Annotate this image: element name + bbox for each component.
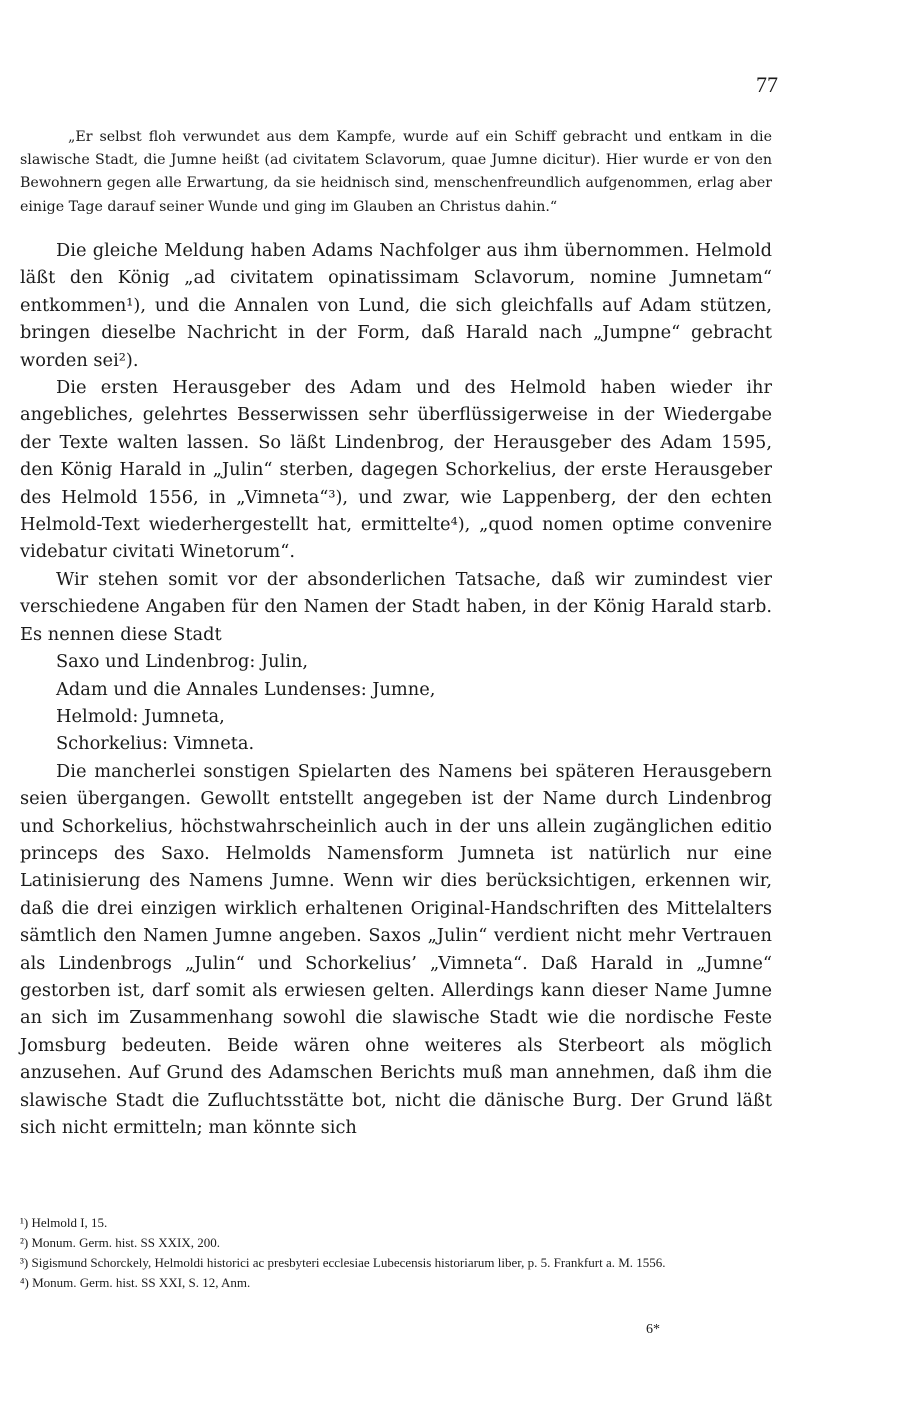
- quote-paragraph: „Er selbst floh verwundet aus dem Kampfe, wurde auf ein Schiff gebracht und entkam in die slawische Stadt, die Jumne heißt (ad civitatem Sclavorum, quae Jumne dicitur). Hier wurde er von den Bewohnern gegen alle Erwartung, da sie heidnisch sind, menschenfreundlich aufgenommen, erlag aber einige Tage darauf seiner Wunde und ging im Glauben an Christus dahin.“: [20, 129, 772, 215]
- footnote-1: ¹) Helmold I, 15.: [20, 1215, 108, 1230]
- footnote-3: ³) Sigismund Schorckely, Helmoldi historici ac presbyteri ecclesiae Lubecensis historiarum liber, p. 5. Frankfurt a. M. 1556.: [20, 1255, 666, 1270]
- name-list-item-4: Schorkelius: Vimneta.: [56, 733, 255, 755]
- name-list-item-2: Adam und die Annales Lundenses: Jumne,: [56, 678, 436, 700]
- paragraph-4: Die mancherlei sonstigen Spielarten des Namens bei späteren Herausgebern seien übergangen. Gewollt entstellt angegeben ist der Name durch Lindenbrog und Schorkelius, höchstwahrscheinlich auch in der uns allein zugänglichen editio princeps des Saxo. Helmolds Namensform Jumneta ist natürlich nur eine Latinisierung des Namens Jumne. Wenn wir dies berücksichtigen, erkennen wir, daß die drei einzigen wirklich erhaltenen Original-Handschriften des Mittelalters sämtlich den Namen Jumne angeben. Saxos „Julin“ verdient nicht mehr Vertrauen als Lindenbrogs „Julin“ und Schorkelius’ „Vimneta“. Daß Harald in „Jumne“ gestorben ist, darf somit als erwiesen gelten. Allerdings kann dieser Name Jumne an sich im Zusammenhang sowohl die slawische Stadt wie die nordische Feste Jomsburg bedeuten. Beide wären ohne weiteres als Sterbeort als möglich anzusehen. Auf Grund des Adamschen Berichts muß man annehmen, daß ihm die slawische Stadt die Zufluchtsstätte bot, nicht die dänische Burg. Der Grund läßt sich nicht ermitteln; man könnte sich: [20, 760, 772, 1138]
- signature-mark: 6*: [646, 1322, 660, 1337]
- paragraph-2: Die ersten Herausgeber des Adam und des Helmold haben wieder ihr angebliches, gelehrtes Besserwissen sehr überflüssigerweise in der Wiedergabe der Texte walten lassen. So läßt Lindenbrog, der Herausgeber des Adam 1595, den König Harald in „Julin“ sterben, dagegen Schorkelius, der erste Herausgeber des Helmold 1556, in „Vimneta“³), und zwar, wie Lappenberg, der den echten Helmold-Text wiederhergestellt hat, ermittelte⁴), „quod nomen optime convenire videbatur civitati Winetorum“.: [20, 377, 772, 563]
- page-number: 77: [756, 72, 778, 97]
- paragraph-3: Wir stehen somit vor der absonderlichen Tatsache, daß wir zumindest vier verschiedene Angaben für den Namen der Stadt haben, in der König Harald starb. Es nennen diese Stadt: [20, 568, 772, 645]
- footnote-4: ⁴) Monum. Germ. hist. SS XXI, S. 12, Anm.: [20, 1275, 251, 1290]
- name-list-item-3: Helmold: Jumneta,: [56, 705, 225, 727]
- footnotes: [20, 1213, 772, 1293]
- footnote-2: ²) Monum. Germ. hist. SS XXIX, 200.: [20, 1235, 220, 1250]
- paragraph-1: Die gleiche Meldung haben Adams Nachfolger aus ihm übernommen. Helmold läßt den König „ad civitatem opinatissimam Sclavorum, nomine Jumnetam“ entkommen¹), und die Annalen von Lund, die sich gleichfalls auf Adam stützen, bringen dieselbe Nachricht in der Form, daß Harald nach „Jumpne“ gebracht worden sei²).: [20, 240, 772, 371]
- name-list-item-1: Saxo und Lindenbrog: Julin,: [56, 651, 309, 673]
- quote-block: [20, 126, 772, 219]
- body-text: [20, 237, 772, 1141]
